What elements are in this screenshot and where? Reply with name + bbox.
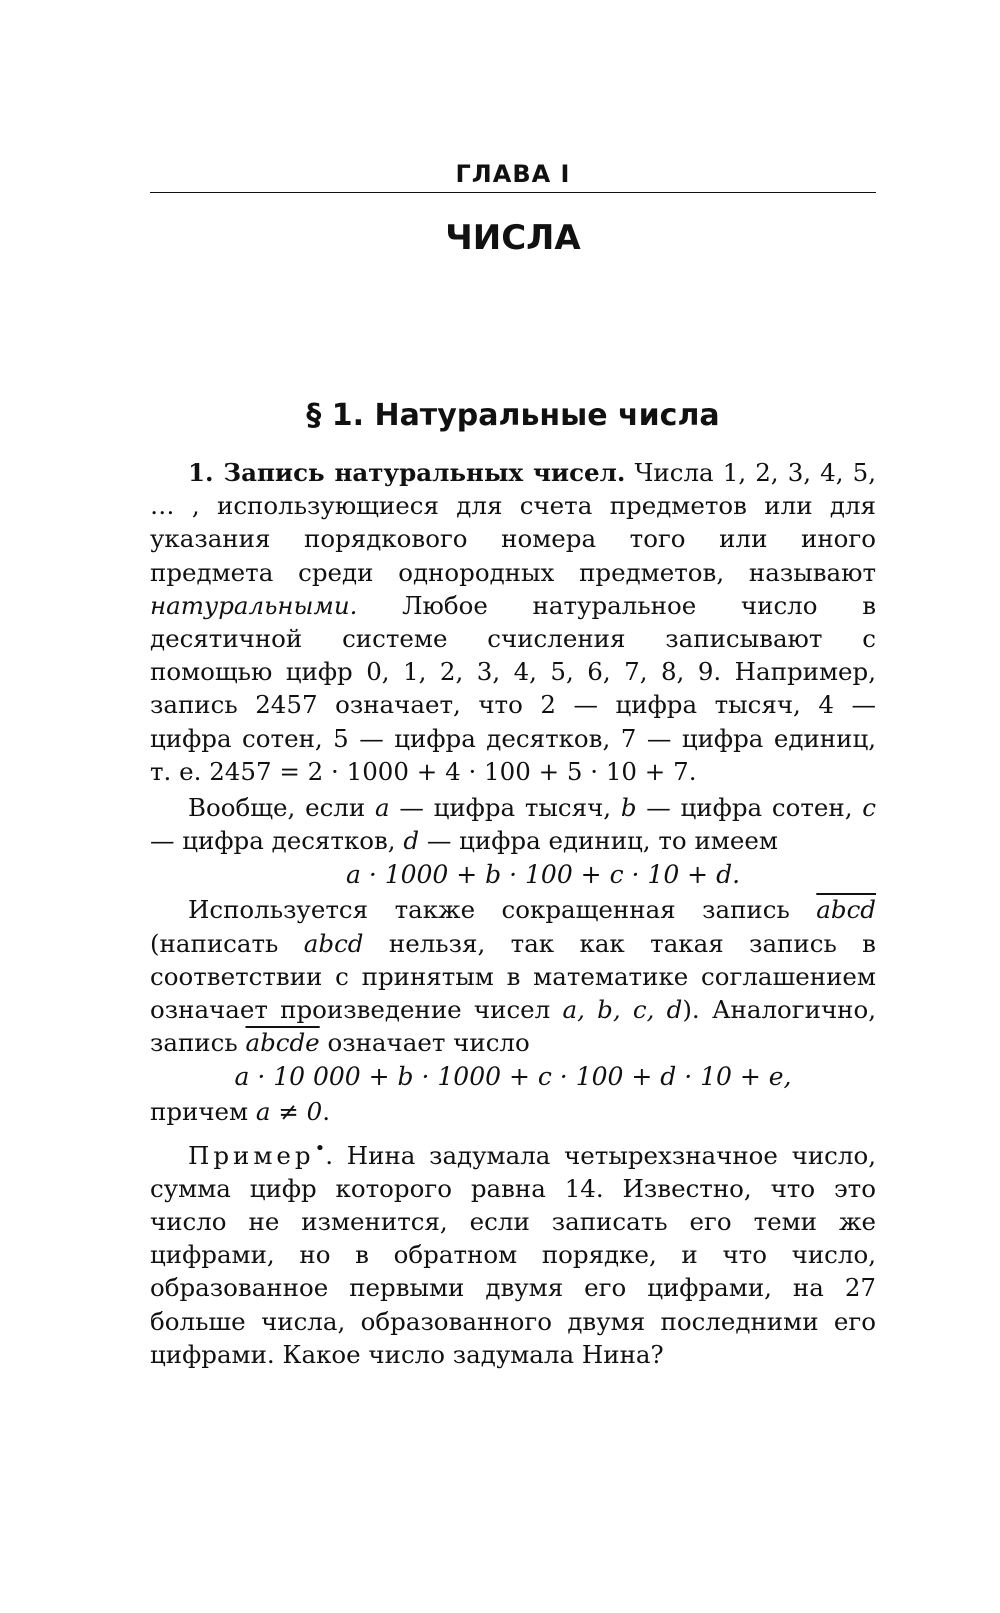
variable-d: d	[403, 826, 420, 856]
paragraph-text: Любое натуральное число в десятичной системе счисления записывают с помощью цифр 0, 1, 2, 3, 4, 5, 6, 7, 8, 9. Например, запись 2457 означает, что 2 — цифра тысяч, 4 — цифра сотен, 5 — цифра десятков, 7 — цифра единиц, т. е. 2457 = 2 · 1000 + 4 · 100 + 5 · 10 + 7.	[150, 590, 876, 786]
overlined-abcde: abcde	[245, 1028, 320, 1058]
paragraph-text: нельзя, так как такая запись в соответствии с принятым в математике соглашением означает произведение чисел	[150, 928, 876, 1025]
variable-b: b	[620, 793, 637, 823]
condition-expression: a ≠ 0	[255, 1097, 323, 1127]
formula-four-digit: a · 1000 + b · 100 + c · 10 + d.	[345, 860, 741, 890]
paragraph-text: — цифра десятков,	[150, 826, 404, 856]
paragraph-digits-general	[150, 791, 876, 857]
paragraph-text: ). Аналогично, запись	[150, 995, 877, 1058]
chapter-label: ГЛАВА I	[455, 160, 571, 188]
paragraph-text: Используется также сокращенная запись	[188, 895, 817, 925]
example-marker: •	[314, 1137, 326, 1159]
paragraph-text: (написать	[150, 928, 304, 958]
paragraph-text: Вообще, если	[188, 793, 375, 823]
paragraph-condition	[150, 1095, 876, 1128]
section-body	[150, 456, 876, 1371]
overlined-abcd: abcd	[816, 895, 876, 925]
paragraph-text: — цифра тысяч,	[389, 793, 621, 823]
paragraph-text: — цифра единиц, то имеем	[419, 826, 778, 856]
paragraph-text: .	[322, 1097, 330, 1127]
paragraph-short-notation	[150, 893, 876, 1059]
variables-list: a, b, c, d	[562, 995, 683, 1025]
chapter-title: ЧИСЛА	[445, 218, 581, 258]
variable-a: a	[374, 793, 390, 823]
product-abcd: abcd	[303, 928, 364, 958]
paragraph-natural-numbers	[150, 456, 876, 788]
formula-five-digit: a · 10 000 + b · 1000 + c · 100 + d · 10 + e,	[234, 1062, 792, 1092]
example-label: Пример	[188, 1140, 315, 1170]
example-text: . Нина задумала четырехзначное число, сумма цифр которого равна 14. Известно, что это число не изменится, если записать его теми же цифрами, но в обратном порядке, и что число, образованное первыми двумя его цифрами, на 27 больше числа, образованного двумя последними его цифрами. Какое число задумала Нина?	[150, 1140, 876, 1369]
term-natural: натуральными.	[150, 590, 358, 620]
paragraph-text: Числа 1, 2, 3, 4, 5, … , использующиеся для счета предметов или для указания порядкового номера того или иного предмета среди однородных предметов, называют	[150, 458, 877, 587]
subsection-heading: 1. Запись натуральных чисел.	[188, 458, 626, 487]
variable-c: c	[862, 793, 876, 823]
paragraph-example	[150, 1139, 876, 1371]
paragraph-text: означает число	[319, 1028, 530, 1058]
paragraph-text: причем	[150, 1097, 256, 1127]
section-title: § 1. Натуральные числа	[306, 398, 720, 433]
paragraph-text: — цифра сотен,	[636, 793, 863, 823]
chapter-rule	[150, 192, 876, 193]
